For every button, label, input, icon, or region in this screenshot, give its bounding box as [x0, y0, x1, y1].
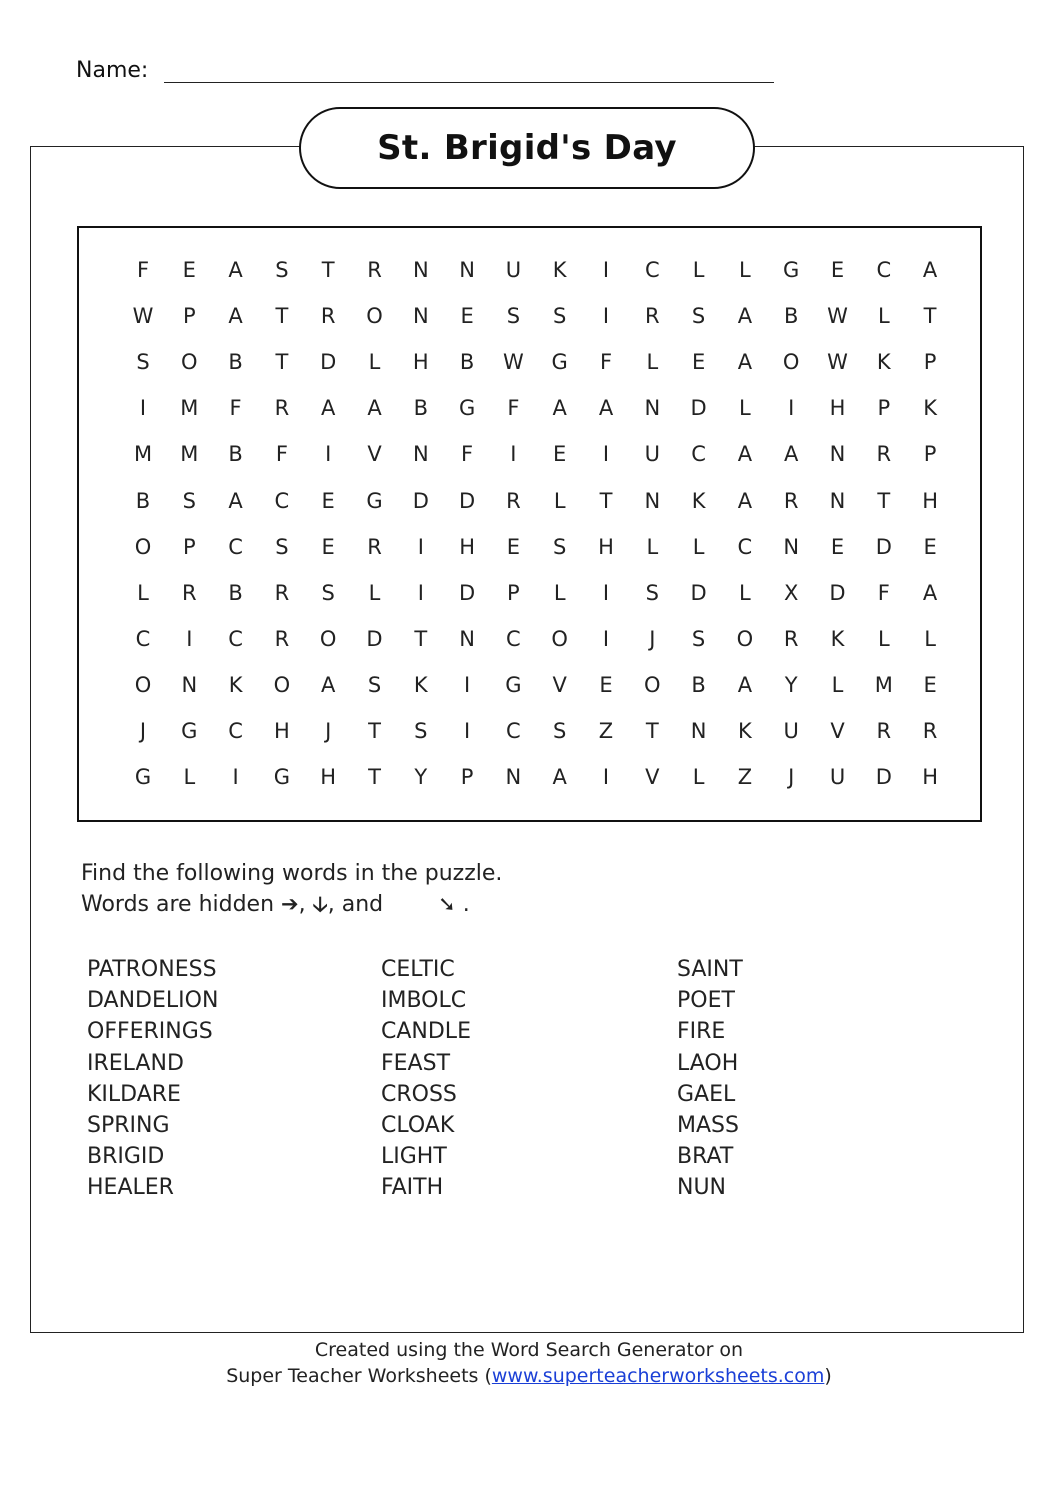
grid-row	[79, 439, 980, 469]
grid-letter[interactable]: A	[737, 672, 753, 697]
instructions-prefix: Words are hidden	[81, 892, 275, 917]
grid-letter[interactable]: G	[181, 719, 198, 743]
grid-letter[interactable]: B	[228, 442, 243, 467]
word-list-column-1	[87, 954, 218, 1204]
grid-letter[interactable]: T	[275, 304, 289, 329]
grid-letter[interactable]: Y	[414, 765, 428, 790]
grid-letter[interactable]: B	[228, 580, 243, 605]
grid-letter[interactable]: A	[321, 396, 336, 421]
grid-letter[interactable]: I	[788, 396, 795, 421]
grid-letter[interactable]: E	[182, 258, 196, 282]
grid-letter[interactable]: E	[321, 488, 335, 513]
grid-letter[interactable]: F	[877, 580, 890, 605]
grid-letter[interactable]: S	[136, 350, 150, 375]
grid-letter[interactable]: R	[783, 488, 799, 513]
grid-letter[interactable]: P	[877, 396, 891, 421]
word-list-item: CROSS	[381, 1081, 457, 1107]
word-list-item: LIGHT	[381, 1144, 447, 1170]
grid-letter[interactable]: N	[412, 258, 429, 282]
grid-letter[interactable]: N	[412, 304, 429, 329]
grid-letter[interactable]: G	[783, 258, 800, 282]
footer-link[interactable]: www.superteacherworksheets.com	[491, 1365, 825, 1387]
grid-row	[79, 624, 980, 654]
grid-letter[interactable]: H	[412, 350, 429, 375]
grid-letter[interactable]: D	[366, 626, 383, 651]
grid-letter[interactable]: M	[180, 442, 199, 467]
footer-source	[0, 1363, 1058, 1389]
grid-letter[interactable]: O	[736, 626, 754, 651]
word-list-item: IRELAND	[87, 1050, 184, 1076]
grid-letter[interactable]: A	[737, 304, 753, 329]
grid-letter[interactable]: R	[367, 258, 382, 282]
grid-letter[interactable]: G	[505, 672, 522, 697]
grid-letter[interactable]: I	[325, 442, 332, 467]
grid-letter[interactable]: P	[923, 350, 937, 375]
grid-letter[interactable]: F	[136, 258, 150, 282]
grid-letter[interactable]: D	[875, 534, 892, 559]
grid-row	[79, 393, 980, 423]
grid-letter[interactable]: I	[463, 672, 471, 697]
grid-letter[interactable]: K	[738, 719, 752, 743]
grid-letter[interactable]: K	[923, 396, 937, 421]
grid-letter[interactable]: Y	[784, 672, 798, 697]
grid-letter[interactable]: H	[273, 719, 290, 743]
grid-letter[interactable]: E	[599, 672, 613, 697]
word-list-item: DANDELION	[87, 988, 219, 1014]
arrow-right-icon: ➔	[281, 892, 299, 916]
grid-letter[interactable]: I	[417, 580, 424, 605]
grid-letter[interactable]: N	[181, 672, 198, 697]
grid-letter[interactable]: O	[181, 350, 198, 375]
grid-letter[interactable]: N	[644, 488, 661, 513]
grid-letter[interactable]: D	[459, 488, 476, 513]
grid-letter[interactable]: O	[319, 626, 337, 651]
grid-letter[interactable]: A	[228, 258, 243, 282]
grid-letter[interactable]: C	[228, 626, 243, 651]
word-list-item: OFFERINGS	[87, 1019, 213, 1045]
grid-letter[interactable]: I	[186, 626, 193, 651]
grid-letter[interactable]: E	[923, 534, 937, 559]
grid-letter[interactable]: H	[459, 534, 475, 559]
word-list-item: SAINT	[677, 957, 743, 982]
grid-letter[interactable]: C	[876, 258, 892, 282]
footer-source-suffix: )	[824, 1365, 832, 1387]
grid-letter[interactable]: G	[273, 765, 291, 790]
grid-letter[interactable]: P	[923, 442, 937, 467]
grid-letter[interactable]: L	[877, 304, 890, 329]
grid-letter[interactable]: T	[275, 350, 289, 375]
grid-letter[interactable]: L	[183, 765, 196, 790]
grid-letter[interactable]: R	[274, 396, 290, 421]
grid-letter[interactable]: W	[503, 350, 524, 375]
grid-letter[interactable]: F	[599, 350, 613, 375]
footer-source-prefix: Super Teacher Worksheets (	[226, 1365, 492, 1387]
grid-letter[interactable]: G	[458, 396, 476, 421]
grid-letter[interactable]: L	[553, 488, 566, 513]
grid-letter[interactable]: D	[459, 580, 476, 605]
grid-letter[interactable]: B	[135, 488, 151, 513]
word-list-item: POET	[677, 988, 735, 1014]
grid-letter[interactable]: R	[182, 580, 197, 605]
grid-letter[interactable]: S	[553, 304, 567, 329]
grid-letter[interactable]: S	[275, 258, 289, 282]
grid-letter[interactable]: L	[692, 534, 705, 559]
grid-letter[interactable]: Z	[737, 765, 753, 790]
grid-letter[interactable]: I	[602, 626, 610, 651]
grid-letter[interactable]: V	[830, 719, 845, 743]
grid-letter[interactable]: D	[690, 396, 707, 421]
word-list-item: SPRING	[87, 1112, 170, 1138]
grid-letter[interactable]: N	[644, 396, 661, 421]
grid-letter[interactable]: R	[876, 442, 892, 467]
grid-letter[interactable]: K	[830, 626, 845, 651]
grid-letter[interactable]: A	[922, 580, 938, 605]
grid-letter[interactable]: I	[232, 765, 239, 790]
grid-letter[interactable]: R	[274, 580, 290, 605]
word-list-item: CLOAK	[381, 1112, 455, 1138]
grid-letter[interactable]: A	[228, 488, 243, 513]
grid-letter[interactable]: B	[413, 396, 428, 421]
grid-letter[interactable]: F	[275, 442, 288, 467]
grid-letter[interactable]: M	[874, 672, 893, 697]
grid-letter[interactable]: L	[368, 580, 381, 605]
grid-letter[interactable]: I	[602, 765, 610, 790]
page-title: St. Brigid's Day	[299, 107, 755, 189]
grid-letter[interactable]: E	[830, 258, 845, 282]
word-list-item: NUN	[677, 1175, 727, 1201]
grid-letter[interactable]: J	[139, 719, 147, 743]
grid-letter[interactable]: I	[602, 304, 610, 329]
grid-letter[interactable]: R	[274, 626, 290, 651]
grid-letter[interactable]: H	[829, 396, 846, 421]
word-list-item: FIRE	[677, 1019, 726, 1045]
word-list-item: LAOH	[677, 1050, 739, 1076]
grid-row	[79, 670, 980, 700]
instructions-line-1: Find the following words in the puzzle.	[81, 861, 503, 886]
grid-letter[interactable]: N	[459, 258, 475, 282]
grid-letter[interactable]: U	[505, 258, 522, 282]
grid-letter[interactable]: C	[228, 534, 243, 559]
grid-letter[interactable]: V	[552, 672, 567, 697]
grid-letter[interactable]: L	[877, 626, 890, 651]
grid-letter[interactable]: H	[922, 765, 938, 790]
grid-row	[79, 486, 980, 516]
word-list-item: HEALER	[87, 1175, 174, 1201]
word-list-item: BRIGID	[87, 1144, 165, 1170]
word-list-item: PATRONESS	[87, 957, 217, 982]
grid-letter[interactable]: S	[182, 488, 196, 513]
grid-letter[interactable]: O	[134, 534, 152, 559]
word-list-column-2	[381, 954, 471, 1204]
grid-letter[interactable]: M	[180, 396, 199, 421]
grid-letter[interactable]: S	[275, 534, 289, 559]
grid-letter[interactable]: T	[923, 304, 937, 329]
grid-letter[interactable]: C	[691, 442, 706, 467]
grid-letter[interactable]: E	[923, 672, 937, 697]
grid-letter[interactable]: C	[228, 719, 243, 743]
grid-letter[interactable]: M	[133, 442, 153, 467]
grid-letter[interactable]: S	[506, 304, 521, 329]
grid-row	[79, 532, 980, 562]
grid-letter[interactable]: R	[367, 534, 382, 559]
grid-letter[interactable]: P	[182, 534, 196, 559]
grid-letter[interactable]: L	[739, 396, 751, 421]
grid-letter[interactable]: O	[366, 304, 383, 329]
grid-row	[79, 255, 980, 285]
grid-letter[interactable]: E	[553, 442, 567, 467]
grid-letter[interactable]: L	[692, 765, 705, 790]
grid-letter[interactable]: P	[507, 580, 520, 605]
grid-letter[interactable]: B	[228, 350, 243, 375]
grid-letter[interactable]: V	[645, 765, 660, 790]
grid-letter[interactable]: L	[831, 672, 844, 697]
grid-letter[interactable]: A	[737, 488, 753, 513]
grid-letter[interactable]: F	[507, 396, 520, 421]
word-search-grid	[77, 226, 982, 822]
grid-letter[interactable]: O	[551, 626, 568, 651]
grid-letter[interactable]: H	[320, 765, 337, 790]
grid-letter[interactable]: A	[922, 258, 938, 282]
grid-letter[interactable]: F	[229, 396, 242, 421]
grid-letter[interactable]: A	[737, 442, 753, 467]
grid-letter[interactable]: A	[598, 396, 614, 421]
instructions-period: .	[462, 892, 470, 917]
grid-letter[interactable]: S	[553, 719, 567, 743]
grid-letter[interactable]: R	[645, 304, 660, 329]
grid-letter[interactable]: Z	[598, 719, 614, 743]
grid-letter[interactable]: T	[877, 488, 891, 513]
grid-letter[interactable]: K	[876, 350, 891, 375]
grid-row	[79, 716, 980, 746]
instructions-and: , and	[327, 892, 384, 917]
grid-letter[interactable]: D	[412, 488, 429, 513]
grid-letter[interactable]: O	[273, 672, 291, 697]
grid-letter[interactable]: A	[228, 304, 243, 329]
grid-letter[interactable]: C	[506, 626, 521, 651]
word-list-item: CANDLE	[381, 1019, 471, 1045]
name-blank-line[interactable]	[164, 82, 774, 83]
grid-letter[interactable]: A	[367, 396, 382, 421]
grid-letter[interactable]: L	[646, 534, 659, 559]
name-label: Name:	[76, 58, 149, 83]
word-list-item: GAEL	[677, 1081, 736, 1107]
grid-letter[interactable]: N	[690, 719, 707, 743]
grid-letter[interactable]: D	[320, 350, 337, 375]
footer-credit: Created using the Word Search Generator on	[314, 1339, 744, 1361]
grid-letter[interactable]: X	[783, 580, 799, 605]
grid-letter[interactable]: D	[829, 580, 846, 605]
grid-letter[interactable]: I	[139, 396, 147, 421]
grid-letter[interactable]: G	[134, 765, 152, 790]
grid-letter[interactable]: O	[134, 672, 152, 697]
grid-row	[79, 301, 980, 331]
grid-letter[interactable]: K	[552, 258, 567, 282]
grid-letter[interactable]: I	[463, 719, 471, 743]
word-list-column-3	[677, 954, 743, 1204]
grid-letter[interactable]: J	[649, 626, 656, 651]
grid-letter[interactable]: H	[922, 488, 938, 513]
grid-letter[interactable]: L	[739, 258, 751, 282]
grid-letter[interactable]: S	[367, 672, 382, 697]
grid-letter[interactable]: T	[321, 258, 335, 282]
grid-row	[79, 578, 980, 608]
grid-letter[interactable]: R	[876, 719, 892, 743]
grid-letter[interactable]: C	[506, 719, 521, 743]
grid-letter[interactable]: L	[924, 626, 936, 651]
grid-letter[interactable]: D	[875, 765, 892, 790]
grid-letter[interactable]: L	[739, 580, 751, 605]
grid-letter[interactable]: S	[691, 626, 706, 651]
grid-letter[interactable]: S	[691, 304, 706, 329]
arrow-diagonal-icon: ➘	[438, 892, 456, 916]
grid-letter[interactable]: A	[552, 396, 567, 421]
grid-letter[interactable]: L	[553, 580, 566, 605]
grid-letter[interactable]: T	[645, 719, 659, 743]
grid-letter[interactable]: C	[274, 488, 290, 513]
grid-letter[interactable]: B	[783, 304, 799, 329]
grid-letter[interactable]: N	[505, 765, 522, 790]
grid-row	[79, 762, 980, 792]
grid-letter[interactable]: N	[829, 442, 846, 467]
instructions-line-2	[81, 890, 470, 919]
grid-letter[interactable]: H	[598, 534, 614, 559]
grid-letter[interactable]: U	[644, 442, 660, 467]
grid-letter[interactable]: R	[320, 304, 336, 329]
grid-letter[interactable]: I	[417, 534, 424, 559]
grid-letter[interactable]: J	[788, 765, 795, 790]
grid-letter[interactable]: N	[783, 534, 800, 559]
arrow-down-icon: 🡣	[312, 892, 328, 916]
word-list-item: MASS	[677, 1112, 739, 1138]
grid-letter[interactable]: J	[325, 719, 332, 743]
grid-letter[interactable]: T	[368, 765, 381, 790]
grid-letter[interactable]: E	[460, 304, 474, 329]
grid-letter[interactable]: L	[692, 258, 705, 282]
grid-letter[interactable]: A	[552, 765, 567, 790]
grid-letter[interactable]: B	[691, 672, 706, 697]
grid-letter[interactable]: E	[321, 534, 335, 559]
grid-letter[interactable]: L	[646, 350, 659, 375]
grid-letter[interactable]: O	[644, 672, 661, 697]
grid-letter[interactable]: I	[602, 580, 610, 605]
grid-letter[interactable]: N	[829, 488, 846, 513]
grid-letter[interactable]: S	[414, 719, 428, 743]
grid-letter[interactable]: U	[783, 719, 799, 743]
grid-letter[interactable]: W	[827, 304, 848, 329]
grid-letter[interactable]: T	[368, 719, 381, 743]
grid-letter[interactable]: O	[782, 350, 800, 375]
grid-letter[interactable]: E	[830, 534, 845, 559]
grid-letter[interactable]: U	[829, 765, 846, 790]
grid-letter[interactable]: S	[645, 580, 659, 605]
word-list-item: FEAST	[381, 1050, 451, 1076]
word-list-item: BRAT	[677, 1144, 734, 1170]
grid-letter[interactable]: G	[551, 350, 568, 375]
grid-letter[interactable]: R	[922, 719, 938, 743]
grid-letter[interactable]: V	[367, 442, 382, 467]
grid-letter[interactable]: A	[737, 350, 753, 375]
grid-letter[interactable]: C	[644, 258, 660, 282]
instructions-comma: ,	[298, 892, 306, 917]
grid-letter[interactable]: N	[459, 626, 475, 651]
grid-letter[interactable]: A	[321, 672, 336, 697]
grid-letter[interactable]: F	[461, 442, 474, 467]
grid-letter[interactable]: R	[783, 626, 799, 651]
grid-letter[interactable]: K	[413, 672, 428, 697]
grid-letter[interactable]: P	[182, 304, 196, 329]
grid-letter[interactable]: I	[602, 442, 610, 467]
grid-letter[interactable]: S	[553, 534, 567, 559]
grid-letter[interactable]: D	[690, 580, 707, 605]
word-list-item: CELTIC	[381, 957, 455, 982]
grid-row	[79, 347, 980, 377]
word-list-item: FAITH	[381, 1175, 444, 1201]
grid-letter[interactable]: C	[737, 534, 753, 559]
grid-letter[interactable]: B	[459, 350, 475, 375]
grid-letter[interactable]: P	[460, 765, 474, 790]
grid-letter[interactable]: I	[510, 442, 517, 467]
grid-letter[interactable]: T	[599, 488, 613, 513]
grid-letter[interactable]: G	[366, 488, 383, 513]
grid-letter[interactable]: E	[691, 350, 706, 375]
grid-letter[interactable]: N	[412, 442, 429, 467]
grid-letter[interactable]: A	[784, 442, 799, 467]
grid-letter[interactable]: E	[506, 534, 521, 559]
grid-letter[interactable]: L	[137, 580, 149, 605]
grid-letter[interactable]: R	[506, 488, 521, 513]
grid-letter[interactable]: T	[414, 626, 428, 651]
grid-letter[interactable]: W	[827, 350, 848, 375]
grid-letter[interactable]: I	[602, 258, 610, 282]
grid-letter[interactable]: K	[228, 672, 243, 697]
grid-letter[interactable]: L	[368, 350, 381, 375]
word-list-item: KILDARE	[87, 1081, 181, 1107]
grid-letter[interactable]: S	[321, 580, 335, 605]
grid-letter[interactable]: C	[135, 626, 151, 651]
grid-letter[interactable]: K	[691, 488, 706, 513]
grid-letter[interactable]: W	[132, 304, 154, 329]
word-list-item: IMBOLC	[381, 988, 467, 1014]
